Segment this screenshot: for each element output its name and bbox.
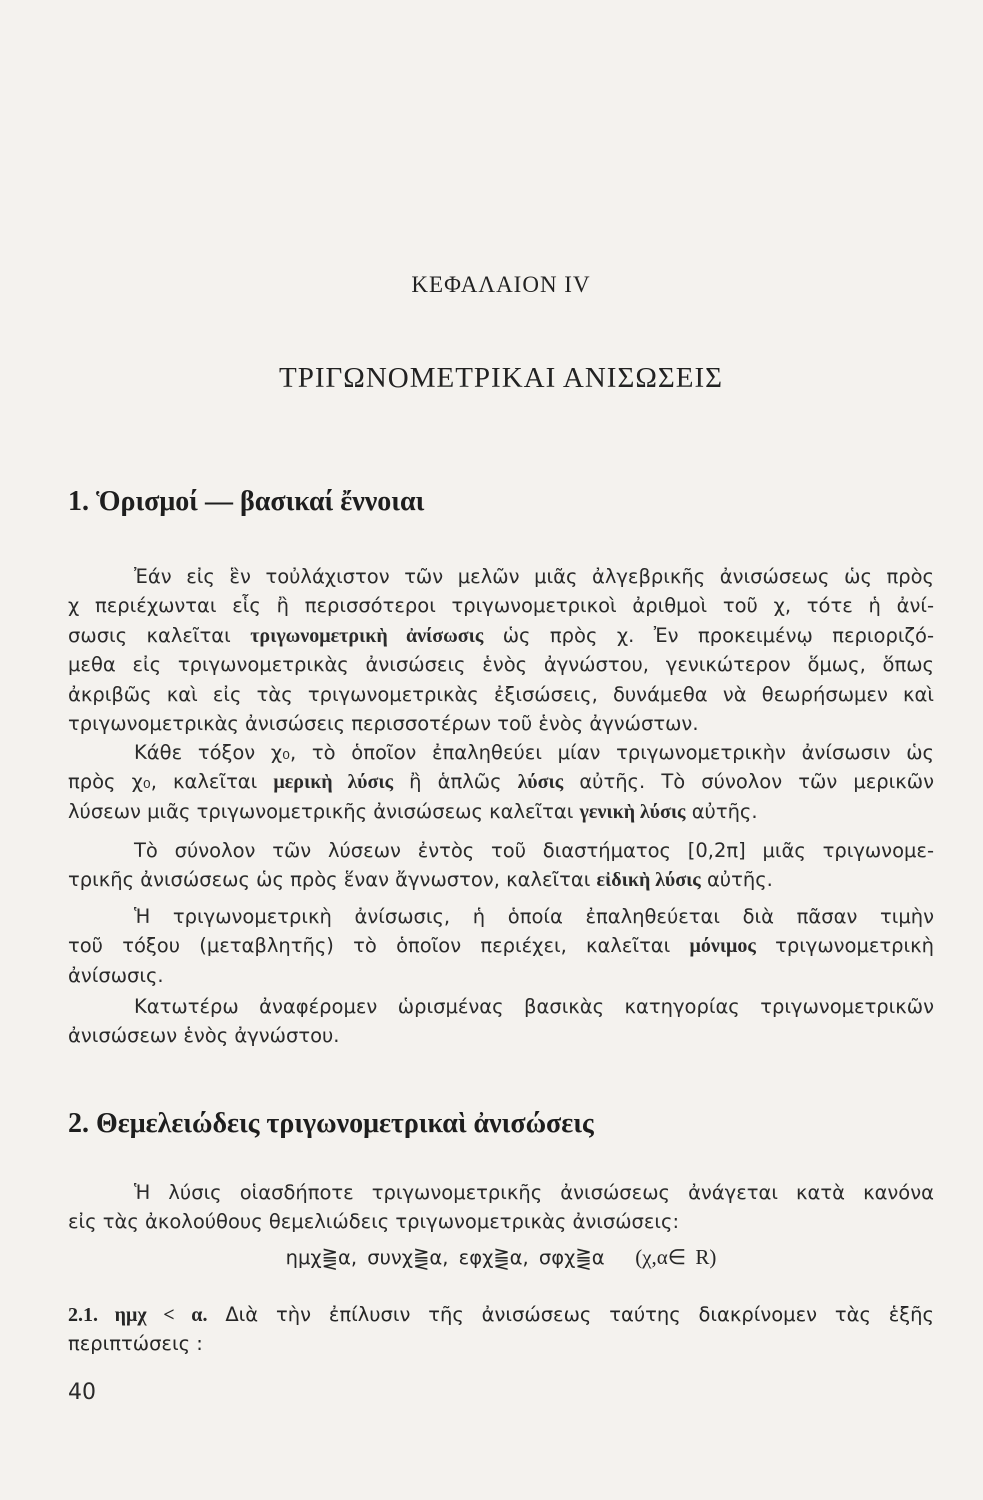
subsection-label: 2.1. ημχ < α.: [68, 1304, 208, 1326]
text-line: Ἡ λύσις οἱασδήποτε τριγωνομετρικῆς ἀνισώσεως ἀνάγεται κατὰ κανόνα: [134, 1181, 934, 1204]
text-line: ἀνίσωσις.: [68, 963, 164, 987]
section-1-paragraph-2: [68, 738, 934, 826]
term-trigonometric-inequality: τριγωνομετρικὴ ἀνίσωσις: [250, 624, 484, 647]
text-span: αὐτῆς.: [691, 799, 758, 823]
term-special-solution: εἰδικὴ λύσις: [596, 869, 701, 892]
text-line: Κάθε τόξον χ₀, τὸ ὁποῖον ἐπαληθεύει μίαν τριγωνομετρικὴν ἀνίσωσιν ὡς: [134, 741, 934, 764]
section-1-paragraph-4: [68, 902, 934, 990]
book-page: [68, 0, 934, 1500]
text-span: αὐτῆς. Τὸ σύνολον τῶν μερικῶν: [579, 770, 934, 794]
term-partial-solution: μερικὴ λύσις: [273, 771, 394, 794]
section-2-heading: 2. Θεμελειώδεις τριγωνομετρικαὶ ἀνισώσεις: [68, 1108, 594, 1139]
text-span: αὐτῆς.: [706, 868, 773, 892]
text-line: [68, 1300, 934, 1329]
text-line: εἰς τὰς ἀκολούθους θεμελιώδεις τριγωνομετρικὰς ἀνισώσεις:: [68, 1210, 680, 1234]
section-1-paragraph-1: [68, 562, 934, 738]
text-line: Τὸ σύνολον τῶν λύσεων ἐντὸς τοῦ διαστήματος [0,2π] μιᾶς τριγωνομε-: [134, 839, 934, 862]
text-span: τριγωνομετρικὴ: [775, 934, 935, 958]
page-number: 40: [68, 1380, 96, 1405]
section-2-paragraph-1: [68, 1178, 934, 1237]
term-solution: λύσις: [517, 771, 564, 794]
text-line: [68, 621, 934, 650]
text-span: Διὰ τὴν ἐπίλυσιν τῆς ἀνισώσεως ταύτης διακρίνομεν τὰς ἑξῆς: [225, 1303, 934, 1326]
text-line: [68, 865, 934, 894]
section-1-heading: 1. Ὁρισμοί — βασικαί ἔννοιαι: [68, 486, 425, 517]
term-permanent: μόνιμος: [689, 935, 756, 958]
text-line: μεθα εἰς τριγωνομετρικὰς ἀνισώσεις ἑνὸς ἀγνώστου, γενικώτερον ὅμως, ὅπως: [68, 653, 934, 677]
text-span: τοῦ τόξου (μεταβλητῆς) τὸ ὁποῖον περιέχει, καλεῖται: [68, 934, 671, 958]
term-general-solution: γενικὴ λύσις: [579, 800, 686, 823]
chapter-title: ΤΡΙΓΩΝΟΜΕΤΡΙΚΑΙ ΑΝΙΣΩΣΕΙΣ: [279, 362, 723, 394]
section-1-paragraph-5: [68, 992, 934, 1051]
formula-domain: (χ,α∈ R): [635, 1245, 717, 1269]
subsection-2-1: [68, 1300, 934, 1359]
text-span: ὡς πρὸς χ. Ἐν προκειμένῳ περιοριζό-: [502, 623, 934, 647]
text-span: σωσις καλεῖται: [68, 623, 231, 647]
text-span: ἢ ἁπλῶς: [409, 770, 502, 794]
text-line: περιπτώσεις :: [68, 1332, 203, 1356]
text-line: ἀκριβῶς καὶ εἰς τὰς τριγωνομετρικὰς ἐξισώσεις, δυνάμεθα νὰ θεωρήσωμεν καὶ: [68, 682, 934, 706]
text-line: Κατωτέρω ἀναφέρομεν ὡρισμένας βασικὰς κατηγορίας τριγωνομετρικῶν: [134, 995, 934, 1018]
text-line: ἀνισώσεων ἑνὸς ἀγνώστου.: [68, 1024, 340, 1048]
text-line: [68, 931, 934, 960]
formula-inequalities: ημχ⪌α, συνχ⪌α, εφχ⪌α, σφχ⪌α: [285, 1246, 605, 1269]
text-span: πρὸς χ₀, καλεῖται: [68, 770, 258, 794]
text-span: τρικῆς ἀνισώσεως ὡς πρὸς ἕναν ἄγνωστον, καλεῖται: [68, 868, 591, 892]
text-span: λύσεων μιᾶς τριγωνομετρικῆς ἀνισώσεως καλεῖται: [68, 799, 574, 823]
text-line: [68, 767, 934, 796]
text-line: χ περιέχωνται εἷς ἢ περισσότεροι τριγωνομετρικοὶ ἀριθμοὶ τοῦ χ, τότε ἡ ἀνί-: [68, 594, 934, 618]
text-line: [68, 797, 934, 826]
chapter-label: ΚΕΦΑΛΑΙΟΝ IV: [411, 272, 591, 297]
basic-inequalities-formula: [68, 1240, 934, 1274]
text-line: τριγωνομετρικὰς ἀνισώσεις περισσοτέρων τοῦ ἑνὸς ἀγνώστων.: [68, 711, 699, 735]
text-line: Ἡ τριγωνομετρικὴ ἀνίσωσις, ἡ ὁποία ἐπαληθεύεται διὰ πᾶσαν τιμὴν: [134, 905, 934, 928]
text-line: Ἐάν εἰς ἓν τοὐλάχιστον τῶν μελῶν μιᾶς ἀλγεβρικῆς ἀνισώσεως ὡς πρὸς: [134, 565, 934, 588]
section-1-paragraph-3: [68, 836, 934, 895]
